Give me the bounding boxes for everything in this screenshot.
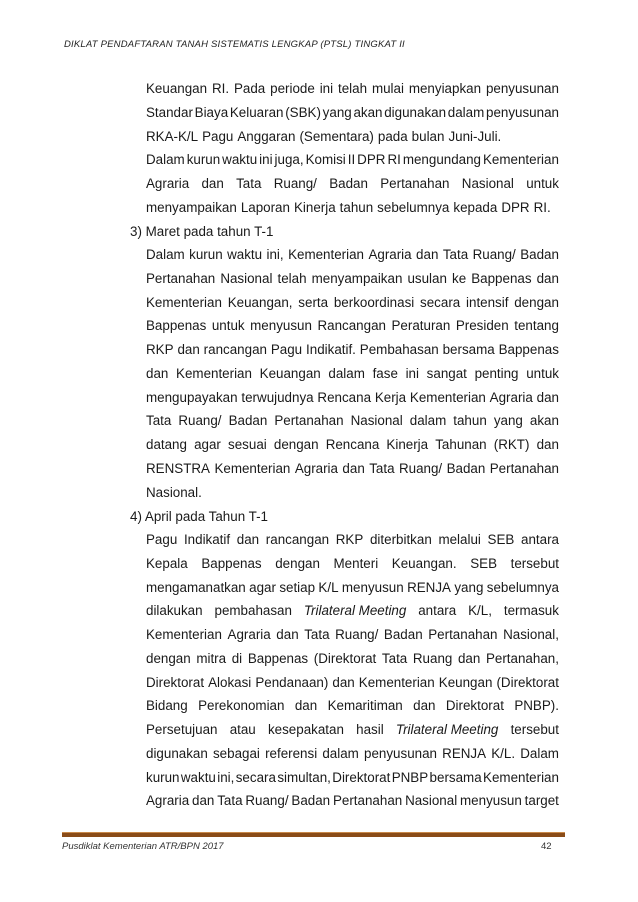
word: Pagu: [270, 342, 303, 357]
word: rancangan: [265, 532, 330, 547]
text-line: [146, 196, 559, 220]
word: Tata: [146, 413, 172, 429]
text-line: [146, 671, 559, 695]
word: Pendanaan): [255, 674, 329, 690]
word: Pagu: [202, 128, 234, 144]
word: dan: [342, 460, 365, 476]
word: akan: [529, 413, 559, 429]
word: tahun: [339, 199, 374, 215]
word: waktu: [180, 769, 216, 785]
text-line: [146, 599, 559, 623]
word: digunakan: [146, 745, 208, 761]
word: Tata: [236, 175, 262, 191]
word: untuk: [526, 365, 559, 381]
word: ini,: [217, 769, 235, 785]
word: Tata: [381, 650, 408, 666]
word: Dalam: [520, 745, 559, 761]
word: Pertanahan: [146, 270, 216, 286]
word: Nasional: [220, 270, 273, 286]
text-line: [146, 647, 559, 671]
word: pada: [377, 128, 408, 144]
word: Ruang/: [178, 413, 222, 429]
word: rancangan: [203, 342, 267, 357]
word: intensif: [466, 294, 509, 310]
italic-term: Trilateral Meeting: [303, 603, 407, 619]
word: Keuangan: [146, 81, 208, 96]
word: hasil: [356, 722, 384, 737]
word: Presiden: [455, 318, 509, 334]
text-line: [146, 694, 559, 718]
word: Nasional: [350, 413, 403, 429]
text-line: [146, 386, 559, 410]
word: yang: [322, 104, 352, 120]
word: antara: [521, 532, 559, 547]
word: serta: [298, 294, 329, 310]
word: untuk: [526, 175, 559, 191]
word: secara: [235, 769, 276, 785]
word: Indikatif: [183, 532, 231, 547]
word: kurun: [189, 247, 223, 262]
word: Kementerian: [358, 674, 435, 690]
word: Badan: [291, 793, 331, 809]
text-line: [146, 77, 559, 101]
word: dalam: [322, 745, 359, 761]
word: Pembahasan: [359, 342, 439, 357]
word: SEB: [470, 555, 497, 571]
word: kesepakatan: [267, 722, 344, 737]
word: Persetujuan: [146, 722, 218, 737]
word: Keuangan.: [391, 555, 457, 571]
word: waktu: [222, 152, 258, 167]
word: di: [231, 650, 243, 666]
word: Tata: [442, 247, 469, 262]
word: Juni-Juli.: [448, 128, 502, 144]
word: SEB: [487, 532, 515, 547]
text-line: [146, 766, 559, 790]
word: menyusun: [341, 579, 404, 595]
italic-term: Trilateral Meeting: [395, 722, 499, 737]
word: termasuk: [503, 603, 559, 619]
word: Keuangan: [259, 365, 321, 381]
text-line: [146, 314, 559, 338]
word: simultan,: [277, 769, 331, 785]
text-line: [146, 742, 559, 766]
word: Badan: [228, 413, 268, 429]
word: dan: [416, 247, 439, 262]
word: Keungan: [438, 674, 493, 690]
word: tersebut: [510, 722, 559, 737]
word: RENJA: [407, 579, 451, 595]
page-number: 42: [541, 841, 552, 852]
word: K/L: [318, 579, 339, 595]
word: tersebut: [510, 555, 559, 571]
word: Kinerja: [293, 199, 336, 215]
word: dan: [457, 650, 481, 666]
word: dengan: [146, 650, 191, 666]
word: agar: [249, 579, 276, 595]
word: Biaya: [194, 104, 229, 120]
word: penting: [474, 365, 519, 381]
word: pembahasan: [214, 603, 292, 619]
word: dan: [146, 365, 169, 381]
word: RKA-K/L: [146, 128, 199, 144]
word: Tahunan: [435, 437, 487, 452]
word: tahun: [453, 413, 487, 429]
word: Nasional: [405, 793, 458, 809]
word: Keuangan,: [227, 294, 293, 310]
word: mengupayakan: [146, 389, 238, 405]
word: telah: [277, 270, 307, 286]
word: Pertanahan: [380, 175, 450, 191]
text-line: [146, 623, 559, 647]
word: Tata: [304, 627, 330, 642]
text-line: [146, 457, 559, 481]
word: Kementerian: [146, 294, 222, 310]
word: RI.: [211, 81, 230, 96]
word: bulan: [411, 128, 445, 144]
word: Agraria: [227, 627, 271, 642]
text-line: [146, 101, 559, 125]
word: Nasional.: [146, 484, 202, 500]
item-3-heading: 3) Maret pada tahun T-1: [130, 223, 274, 239]
word: dengan: [514, 294, 559, 310]
word: Agraria: [146, 175, 190, 191]
word: Bappenas: [247, 650, 309, 666]
word: (SBK): [285, 104, 321, 120]
word: dan: [236, 532, 260, 547]
word: sesuai: [228, 437, 267, 452]
word: Pagu: [146, 532, 178, 547]
item-3-paragraph: [146, 243, 559, 504]
word: yang: [493, 413, 523, 429]
word: Indikatif.: [306, 342, 356, 357]
word: Alokasi: [208, 674, 252, 690]
word: Bappenas: [471, 270, 532, 286]
text-line: [146, 267, 559, 291]
text-line: [146, 552, 559, 576]
word: Menteri: [333, 555, 379, 571]
item-4-heading: 4) April pada Tahun T-1: [130, 508, 268, 524]
word: Agraria: [489, 389, 533, 405]
word: Direktorat: [332, 769, 391, 785]
word: Anggaran: [237, 128, 296, 144]
word: Ruang: [412, 650, 453, 666]
word: mitra: [196, 650, 227, 666]
word: Laporan: [240, 199, 290, 215]
word: Perekonomian: [198, 698, 285, 714]
word: Agraria: [294, 460, 338, 476]
word: penyusunan: [364, 745, 437, 761]
word: dan: [276, 627, 299, 642]
word: RI.: [533, 199, 551, 215]
word: dengan: [275, 555, 320, 571]
word: Bappenas: [146, 318, 207, 334]
word: Dalam: [146, 152, 185, 167]
word: ke: [452, 270, 467, 286]
word: menyampaikan: [311, 270, 403, 286]
word: kurun: [186, 152, 221, 167]
word: Rencana: [317, 389, 372, 405]
word: Direktorat: [445, 698, 504, 714]
word: ini: [405, 365, 419, 381]
word: RI: [387, 152, 401, 167]
word: Kementerian: [288, 247, 364, 262]
word: dan: [192, 793, 215, 809]
word: Standar: [146, 104, 193, 120]
word: dan: [536, 437, 559, 452]
word: dalam: [409, 413, 447, 429]
word: tentang: [514, 318, 559, 334]
word: Kementerian: [483, 152, 559, 167]
word: Kementerian: [146, 627, 222, 642]
word: dan: [413, 698, 436, 714]
word: sebelumnya: [377, 199, 450, 215]
word: menyampaikan: [146, 199, 237, 215]
word: target: [524, 793, 559, 809]
word: dan: [201, 175, 224, 191]
word: Ruang/: [273, 175, 317, 191]
word: digunakan: [384, 104, 447, 120]
word: DPR: [501, 199, 530, 215]
word: menyusun: [250, 318, 312, 334]
word: bersama: [442, 342, 495, 357]
word: berkoordinasi: [333, 294, 415, 310]
word: (Sementara): [299, 128, 374, 144]
running-header: DIKLAT PENDAFTARAN TANAH SISTEMATIS LENGKAP (PTSL) TINGKAT II: [64, 39, 405, 50]
word: periode: [270, 81, 315, 96]
word: Rancangan: [317, 318, 386, 334]
word: Komisi: [305, 152, 346, 167]
word: atau: [229, 722, 256, 737]
word: RKP: [335, 532, 364, 547]
word: Pada: [233, 81, 266, 96]
text-line: [146, 576, 559, 600]
word: Keluaran: [229, 104, 284, 120]
word: mengamanatkan: [146, 579, 246, 595]
word: dalam: [447, 104, 485, 120]
word: dan: [536, 389, 559, 405]
word: Pertanahan: [489, 460, 559, 476]
word: RENSTRA: [146, 460, 210, 476]
word: bersama: [429, 769, 482, 785]
word: Agraria: [368, 247, 412, 262]
word: ini,: [266, 247, 284, 262]
paragraph-sbk: [146, 77, 559, 148]
text-line: [146, 125, 559, 149]
word: untuk: [211, 318, 245, 334]
word: Kepala: [146, 555, 188, 571]
word: Dalam: [146, 247, 185, 262]
word: sangat: [426, 365, 467, 381]
word: Kemaritiman: [327, 698, 403, 714]
word: waktu: [227, 247, 263, 262]
word: fase: [372, 365, 398, 381]
word: datang: [146, 437, 187, 452]
word: (Direktorat: [313, 650, 377, 666]
word: menyusun: [460, 793, 522, 809]
word: dan: [294, 698, 318, 714]
item-4-paragraph: [146, 528, 559, 813]
word: Pertanahan: [332, 793, 403, 809]
word: telah: [338, 81, 368, 96]
word: Tata: [217, 793, 243, 809]
word: dalam: [328, 365, 365, 381]
word: usulan: [407, 270, 447, 286]
word: RKP: [146, 342, 174, 357]
word: dan: [177, 342, 200, 357]
word: mulai: [371, 81, 404, 96]
text-line: [146, 243, 559, 267]
word: II: [347, 152, 356, 167]
text-line: [146, 409, 559, 433]
footer-publisher: Pusdiklat Kementerian ATR/BPN 2017: [62, 841, 224, 852]
word: RENJA: [442, 745, 487, 761]
word: yang: [454, 579, 484, 595]
word: referensi: [265, 745, 318, 761]
word: Peraturan: [391, 318, 451, 334]
word: Rencana: [325, 437, 380, 452]
word: PNBP).: [514, 698, 559, 714]
word: Pertanahan: [428, 627, 498, 642]
text-line: [146, 433, 559, 457]
word: Kementerian: [214, 460, 291, 476]
word: Badan: [383, 627, 423, 642]
word: juga,: [274, 152, 304, 167]
word: Nasional: [461, 175, 514, 191]
word: dan: [332, 674, 355, 690]
word: kurun: [146, 769, 180, 785]
word: terwujudnya: [241, 389, 314, 405]
text-line: [146, 338, 559, 362]
word: Kementerian: [409, 389, 486, 405]
word: dan: [536, 270, 559, 286]
word: antara: [418, 603, 457, 619]
word: (Direktorat: [496, 674, 559, 690]
word: Ruang/: [245, 793, 289, 809]
word: setiap: [279, 579, 316, 595]
word: melalui: [438, 532, 481, 547]
text-line: [146, 789, 559, 813]
word: Bidang: [146, 698, 188, 714]
text-line: [146, 718, 559, 742]
text-line: [146, 528, 559, 552]
word: menyiapkan: [408, 81, 482, 96]
word: K/L.: [491, 745, 516, 761]
word: diterbitkan: [369, 532, 432, 547]
paragraph-komisi: [146, 148, 559, 219]
text-line: [146, 481, 559, 505]
word: Ruang/: [472, 247, 516, 262]
text-line: [146, 362, 559, 386]
word: Bappenas: [498, 342, 559, 357]
word: Tata: [369, 460, 395, 476]
word: penyusunan: [485, 81, 559, 96]
text-line: [146, 172, 559, 196]
word: sebagai: [212, 745, 260, 761]
word: mengundang: [402, 152, 482, 167]
word: Badan: [446, 460, 486, 476]
word: Pertanahan,: [485, 650, 559, 666]
word: sebelumnya: [486, 579, 559, 595]
word: agar: [194, 437, 221, 452]
word: Kementerian: [483, 769, 559, 785]
word: K/L,: [468, 603, 492, 619]
word: Agraria: [146, 793, 190, 809]
word: DPR: [357, 152, 386, 167]
word: penyusunan: [486, 104, 559, 120]
word: Kinerja: [386, 437, 429, 452]
word: Nasional,: [503, 627, 559, 642]
word: Ruang/: [335, 627, 379, 642]
text-line: [146, 148, 559, 172]
word: (RKT): [493, 437, 530, 452]
word: Direktorat: [146, 674, 205, 690]
word: dilakukan: [146, 603, 203, 619]
word: Badan: [520, 247, 559, 262]
word: Pertanahan: [274, 413, 344, 429]
word: Kerja: [374, 389, 407, 405]
word: kepada: [453, 199, 498, 215]
word: Ruang/: [398, 460, 443, 476]
text-line: [146, 291, 559, 315]
footer-divider: [62, 832, 565, 837]
word: akan: [353, 104, 383, 120]
word: Bappenas: [201, 555, 262, 571]
word: Kementerian: [176, 365, 252, 381]
word: secara: [420, 294, 461, 310]
word: ini: [259, 152, 273, 167]
word: dengan: [273, 437, 319, 452]
word: ini: [319, 81, 334, 96]
word: Badan: [329, 175, 368, 191]
word: PNBP: [391, 769, 429, 785]
